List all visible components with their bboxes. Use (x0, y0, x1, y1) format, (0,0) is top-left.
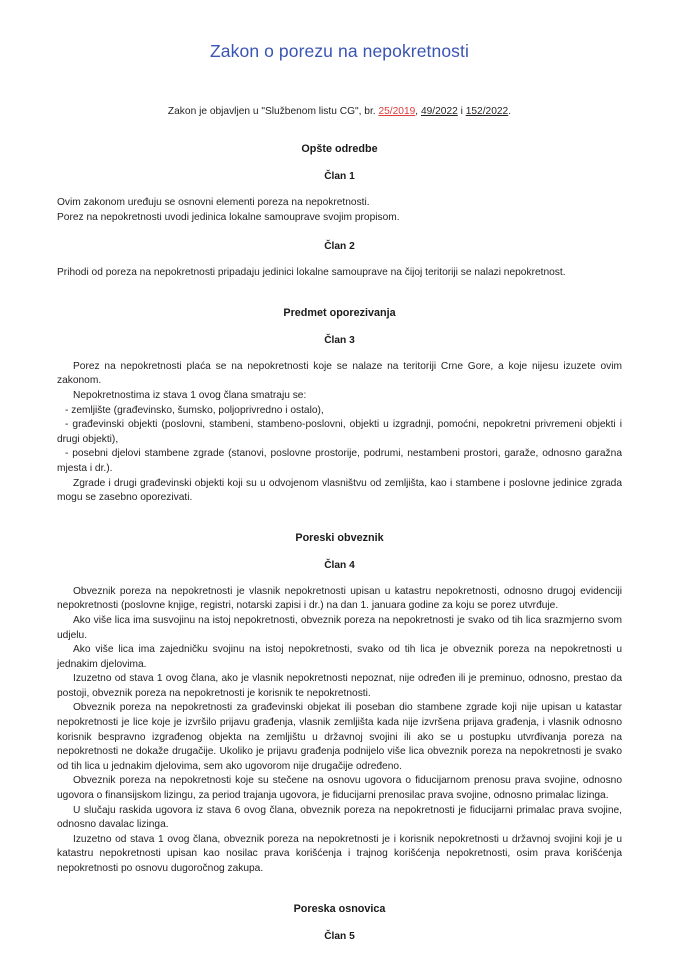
paragraph: Nepokretnostima iz stava 1 ovog člana smatraju se: (73, 389, 307, 401)
publication-separator-2: i (457, 106, 466, 117)
paragraph: Obveznik poreza na nepokretnosti je vlasnik nepokretnosti upisan u katastru nepokretnosti, odnosno drugoj evidenciji nepokretnosti (poslovne knjige, registri, notarski zapisi i dr.) na dan 1. januara godine za koju se porez utvrđuje. (57, 585, 622, 612)
paragraph: Zgrade i drugi građevinski objekti koji su u odvojenom vlasništvu od zemljišta, kao i stambene i poslovne jedinice zgrada mogu se zasebno oporezivati. (57, 477, 622, 504)
paragraph: Prihodi od poreza na nepokretnosti pripadaju jedinici lokalne samouprave na čijoj teritoriji se nalazi nepokretnost. (57, 267, 566, 279)
article-body-clan-4 (57, 571, 622, 877)
list-item: - posebni djelovi stambene zgrade (stanovi, poslovne prostorije, podrumi, nestambeni prostori, garaže, odnosno garažna mjesta i dr.). (57, 448, 622, 474)
article-heading-clan-4: Član 4 (324, 559, 355, 571)
paragraph: Porez na nepokretnosti uvodi jedinica lokalne samouprave svojim propisom. (57, 211, 400, 223)
list-item: - građevinski objekti (poslovni, stambeni, stambeno-poslovni, objekti u izgradnji, pomoćni, nepokretni privremeni objekti i drugi objekti), (57, 419, 622, 445)
article-heading-clan-5: Član 5 (324, 930, 355, 942)
paragraph: Ovim zakonom uređuju se osnovni elementi poreza na nepokretnosti. (57, 197, 370, 208)
official-gazette-link-152-2022[interactable]: 152/2022 (465, 106, 509, 117)
official-gazette-link-49-2022[interactable]: 49/2022 (420, 106, 458, 117)
publication-prefix: Zakon je objavljen u "Službenom listu CG", br. (167, 106, 379, 117)
article-heading-clan-1: Član 1 (324, 171, 355, 182)
section-heading-poreska-osnovica: Poreska osnovica (293, 902, 386, 915)
document-content (57, 0, 622, 942)
section-heading-poreski-obveznik: Poreski obveznik (295, 531, 384, 544)
article-heading-clan-2: Član 2 (324, 241, 355, 253)
publication-separator-1: , (415, 106, 421, 117)
paragraph: U slučaju raskida ugovora iz stava 6 ovog člana, obveznik poreza na nepokretnosti je fiducijarni primalac prava svojine, odnosno davalac lizinga. (57, 804, 622, 831)
article-heading-clan-3: Član 3 (324, 334, 355, 346)
paragraph: Obveznik poreza na nepokretnosti za građevinski objekat ili poseban dio stambene zgrade koji nije upisan u katastar nepokretnosti je lice koje je izvršilo prijavu građenja, vlasnik zemljišta kada nije izvršena prijava građenja, i vlasnik odnosno korisnik bespravno izgrađenog objekta na zemljištu u državnoj svojini ili ako se u postupku utvrđivanja poreza na nepokretnosti ne dokaže drugačije. Ukoliko je prijavu građenja podnijelo više lica obveznik poreza na nepokretnosti je svako od tih lica u jednakim djelovima, sem ako ugovorom nije drugačije određeno. (57, 702, 622, 772)
article-body-clan-2 (57, 252, 622, 281)
paragraph: Ako više lica ima susvojinu na istoj nepokretnosti, obveznik poreza na nepokretnosti je svako od tih lica srazmjerno svom udjelu. (57, 614, 622, 641)
official-gazette-link-25-2019[interactable]: 25/2019 (378, 106, 416, 117)
paragraph: Izuzetno od stava 1 ovog člana, ako je vlasnik nepokretnosti nepoznat, nije određen ili je preminuo, odnosno, prestao da postoji, obveznik poreza na nepokretnosti je korisnik te nepokretnosti. (57, 673, 622, 699)
list-item: - zemljište (građevinsko, šumsko, poljoprivredno i ostalo), (65, 404, 324, 416)
article-body-clan-1 (57, 182, 622, 225)
publication-line (57, 62, 622, 117)
paragraph: Izuzetno od stava 1 ovog člana, obveznik poreza na nepokretnosti je i korisnik nepokretnosti u državnoj svojini koji je u katastru nepokretnosti upisan kao nosilac prava korišćenja i trajnog korišćenja nepokretnosti, osim prava korišćenja nepokretnosti po osnovu dugoročnog zakupa. (57, 833, 622, 874)
paragraph: Obveznik poreza na nepokretnosti koje su stečene na osnovu ugovora o fiducijarnom prenosu prava svojine, odnosno ugovora o finansijskom lizingu, za period trajanja ugovora, je fiducijarni prenosilac prava svojine, odnosno primalac lizinga. (57, 775, 622, 802)
page-title: Zakon o porezu na nepokretnosti (210, 41, 469, 61)
paragraph: Ako više lica ima zajedničku svojinu na istoj nepokretnosti, svako od tih lica je obveznik poreza na nepokretnosti u jednakim djelovima. (57, 644, 622, 670)
section-heading-opste-odredbe: Opšte odredbe (301, 143, 378, 155)
publication-suffix: . (508, 106, 512, 117)
paragraph: Porez na nepokretnosti plaća se na nepokretnosti koje se nalaze na teritoriji Crne Gore, a koje nijesu izuzete ovim zakonom. (57, 360, 622, 387)
section-heading-predmet-oporezivanja: Predmet oporezivanja (283, 306, 396, 319)
article-body-clan-3 (57, 346, 622, 506)
